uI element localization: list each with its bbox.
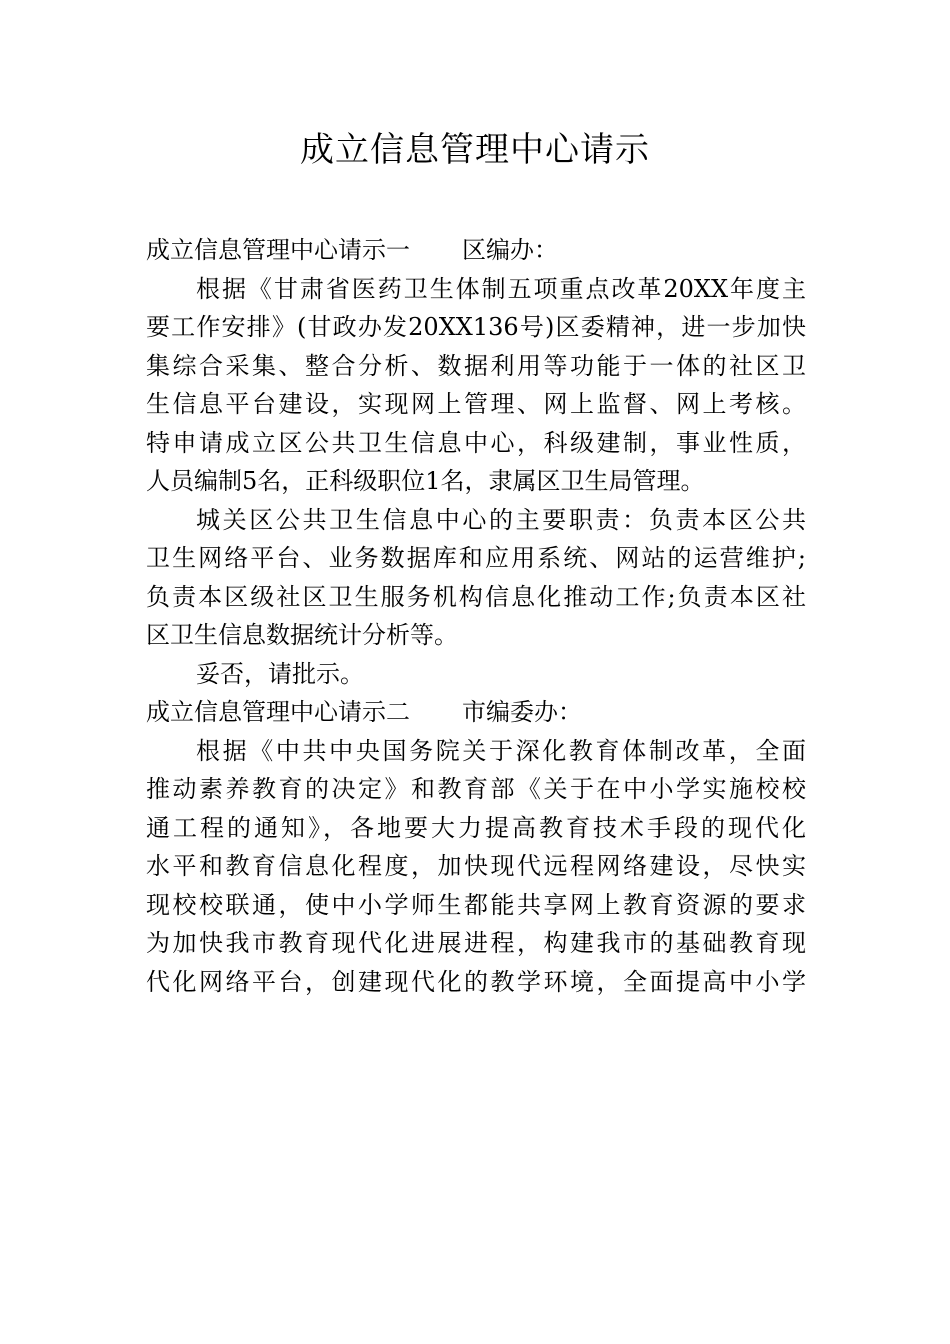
addressee: 区编办： [462, 236, 558, 264]
paragraph-line: 卫生网络平台、业务数据库和应用系统、网站的运营维护; [146, 544, 806, 572]
section-heading [146, 231, 806, 270]
paragraph-line: 根据《中共中央国务院关于深化教育体制改革，全面 [196, 736, 806, 765]
paragraph-line: 生信息平台建设，实现网上管理、网上监督、网上考核。 [146, 390, 806, 418]
section-label: 成立信息管理中心请示一 [146, 236, 410, 264]
paragraph-line: 城关区公共卫生信息中心的主要职责：负责本区公共 [196, 505, 806, 534]
section-label: 成立信息管理中心请示二 [146, 698, 410, 726]
paragraph-line: 特申请成立区公共卫生信息中心，科级建制，事业性质， [146, 428, 806, 457]
paragraph-line: 代化网络平台，创建现代化的教学环境，全面提高中小学 [146, 967, 806, 996]
paragraph-line: 通工程的通知》，各地要大力提高教育技术手段的现代化 [146, 813, 806, 842]
paragraph-line: 水平和教育信息化程度，加快现代远程网络建设，尽快实 [146, 852, 806, 880]
paragraph-line: 区卫生信息数据统计分析等。 [146, 621, 458, 649]
paragraph-line: 人员编制5名，正科级职位1名，隶属区卫生局管理。 [146, 467, 705, 495]
paragraph-line: 为加快我市教育现代化进展进程，构建我市的基础教育现 [146, 929, 806, 957]
paragraph-line: 负责本区级社区卫生服务机构信息化推动工作;负责本区社 [146, 582, 806, 611]
document-title: 成立信息管理中心请示 [300, 130, 650, 170]
document-body [146, 231, 806, 1001]
addressee: 市编委办： [462, 698, 582, 726]
section-heading [146, 693, 806, 732]
paragraph-line: 现校校联通，使中小学师生都能共享网上教育资源的要求 [146, 890, 806, 919]
paragraph-line: 根据《甘肃省医药卫生体制五项重点改革20XX年度主 [196, 274, 806, 303]
paragraph-line: 集综合采集、整合分析、数据利用等功能于一体的社区卫 [146, 351, 806, 380]
closing-line: 妥否，请批示。 [196, 659, 364, 688]
paragraph-line: 要工作安排》(甘政办发20XX136号)区委精神，进一步加快 [146, 313, 806, 341]
paragraph-line: 推动素养教育的决定》和教育部《关于在中小学实施校校 [146, 775, 806, 803]
